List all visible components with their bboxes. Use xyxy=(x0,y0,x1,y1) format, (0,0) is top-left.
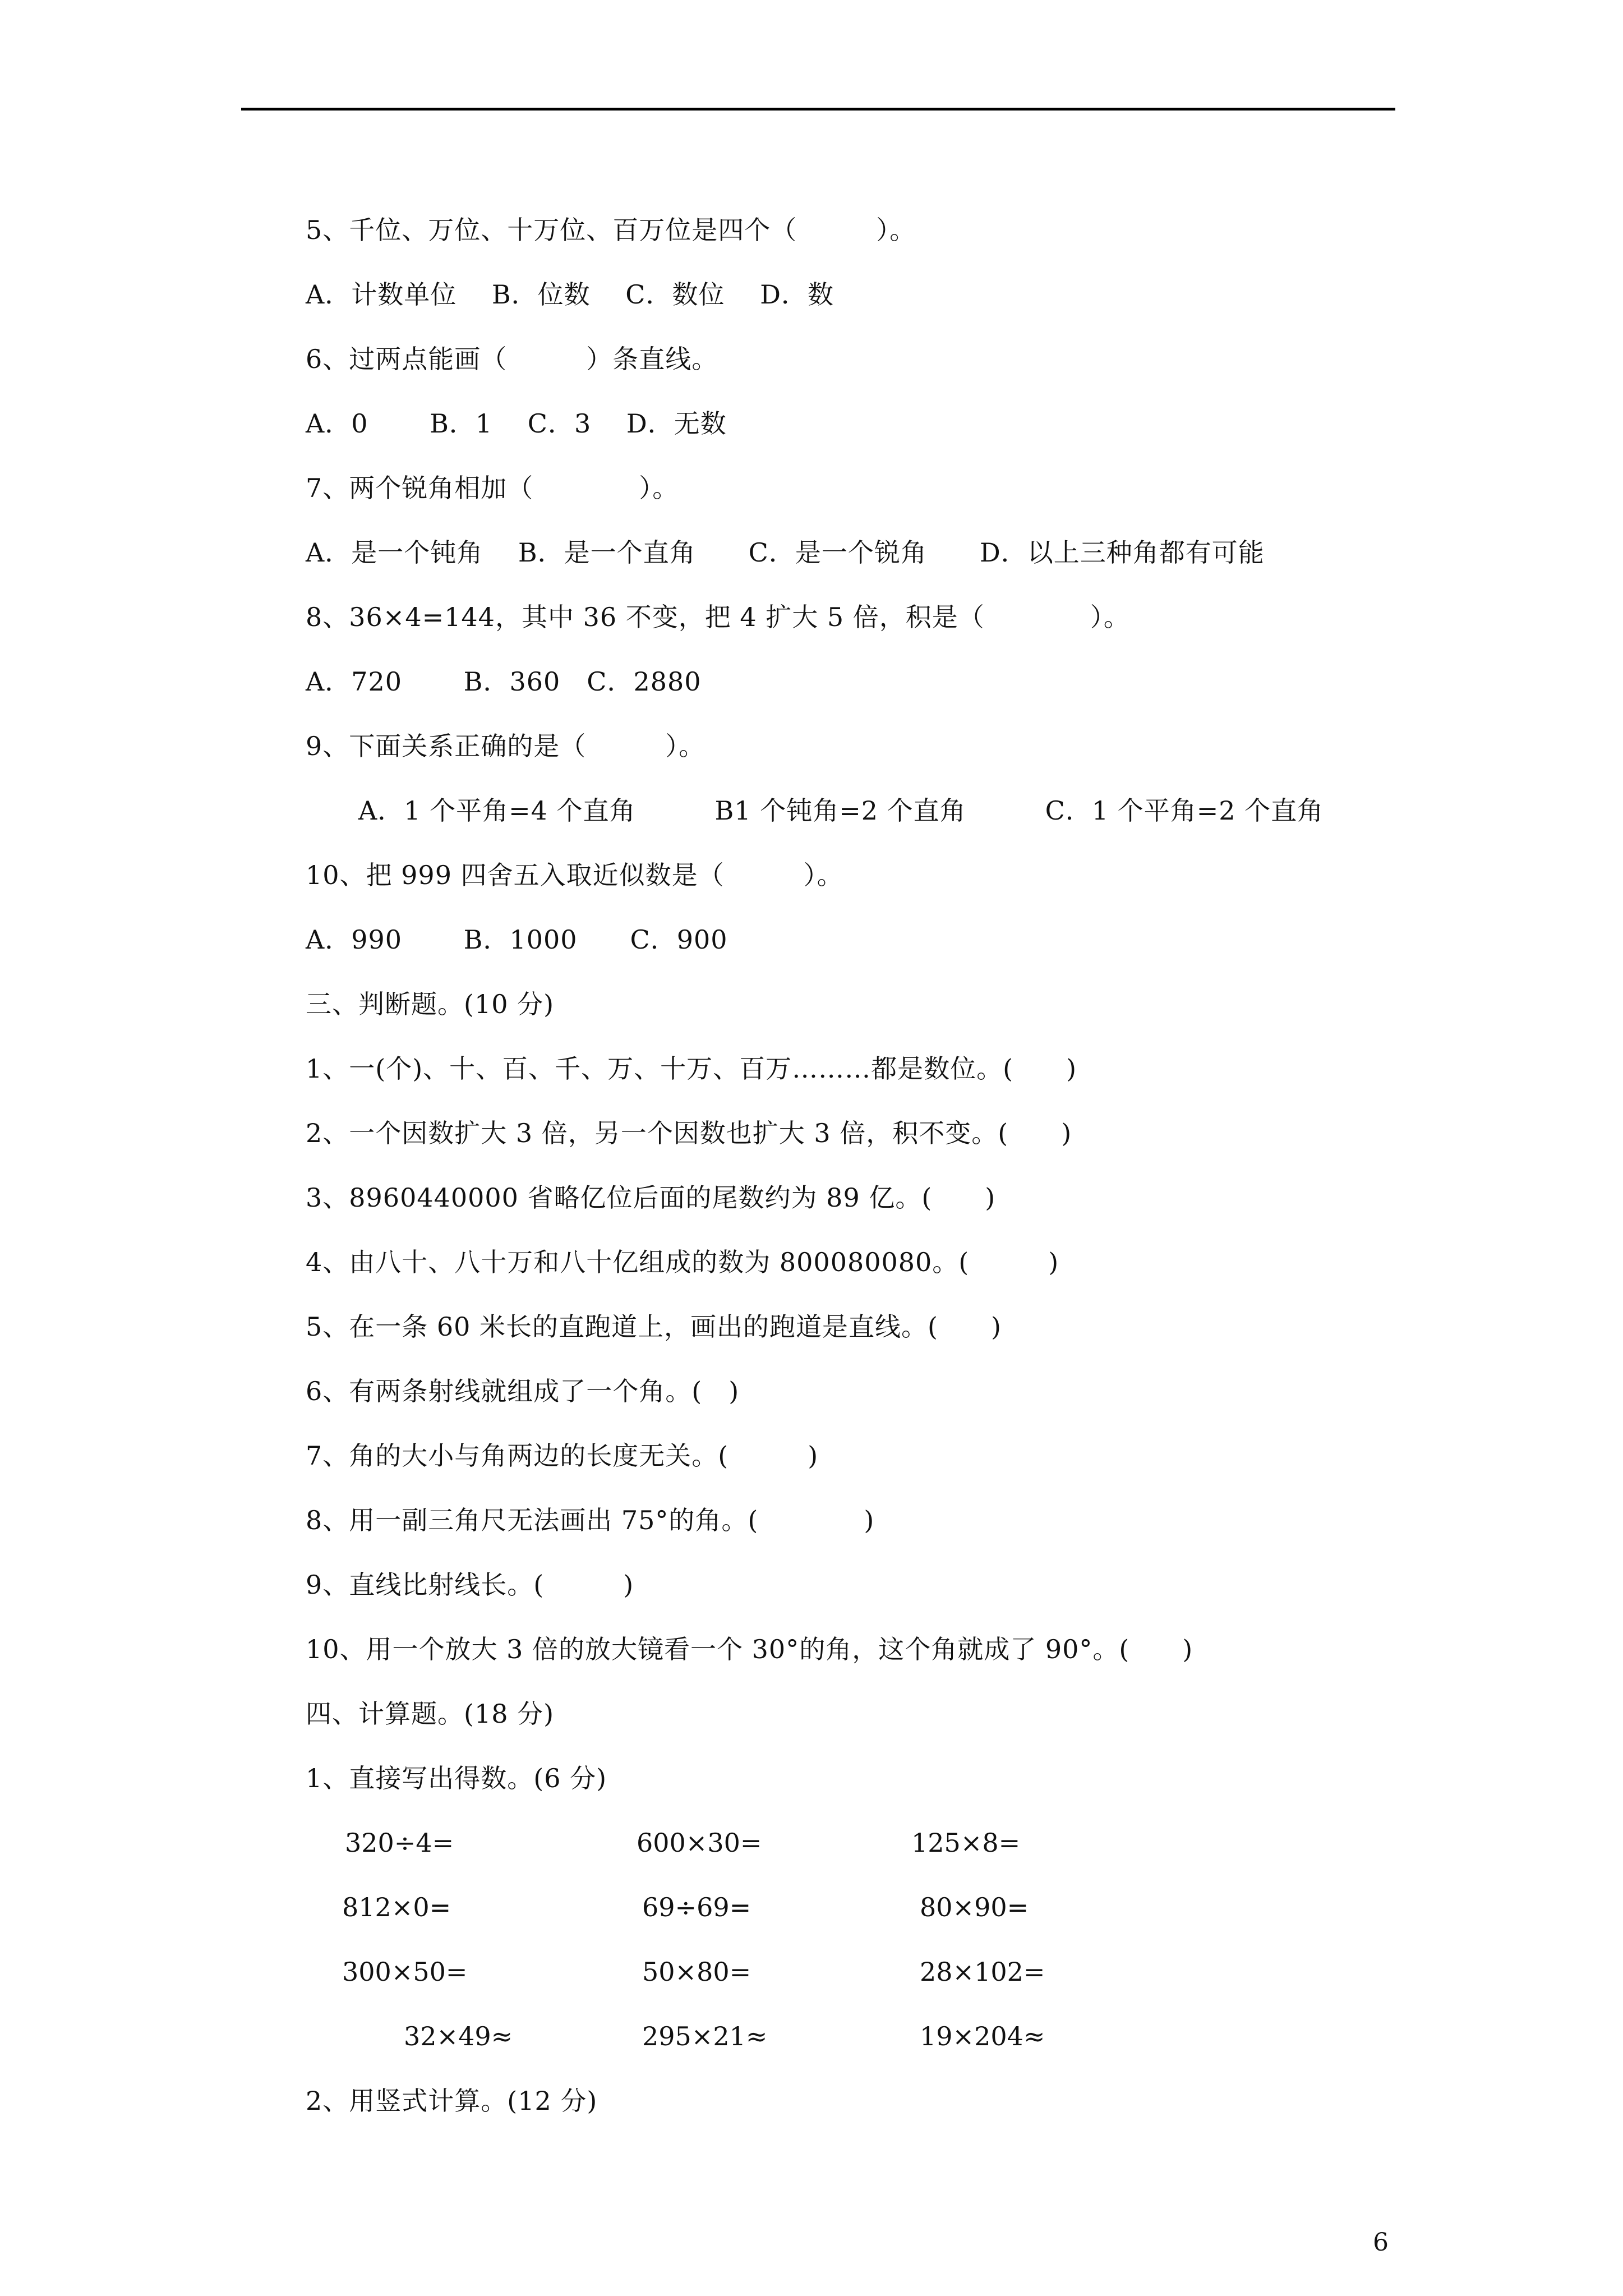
section-4-heading: 四、计算题。(18 分) xyxy=(306,1699,555,1729)
question-6-options: A．0 B．1 C．3 D．无数 xyxy=(306,408,727,439)
question-6: 6、过两点能画（ ）条直线。 xyxy=(306,344,718,374)
section-3-heading: 三、判断题。(10 分) xyxy=(306,989,555,1019)
calc-item: 300×50= xyxy=(342,1957,468,1987)
judge-7: 7、角的大小与角两边的长度无关。( ) xyxy=(306,1441,819,1471)
calc-item: 19×204≈ xyxy=(920,2021,1045,2051)
question-9-options: A．1 个平角=4 个直角 B1 个钝角=2 个直角 C．1 个平角=2 个直角 xyxy=(306,795,1324,826)
judge-3: 3、8960440000 省略亿位后面的尾数约为 89 亿。( ) xyxy=(306,1182,996,1213)
judge-5: 5、在一条 60 米长的直跑道上，画出的跑道是直线。( ) xyxy=(306,1312,1002,1342)
calc-item: 812×0= xyxy=(342,1892,451,1922)
header-rule xyxy=(241,108,1395,111)
judge-9: 9、直线比射线长。( ) xyxy=(306,1570,634,1600)
judge-2: 2、一个因数扩大 3 倍，另一个因数也扩大 3 倍，积不变。( ) xyxy=(306,1118,1072,1148)
judge-6: 6、有两条射线就组成了一个角。( ) xyxy=(306,1376,740,1406)
question-7: 7、两个锐角相加（ ）。 xyxy=(306,473,679,503)
calc-item: 295×21≈ xyxy=(642,2021,768,2051)
calc-1-heading: 1、直接写出得数。(6 分) xyxy=(306,1763,607,1793)
calc-item: 50×80= xyxy=(642,1957,751,1987)
calc-item: 32×49≈ xyxy=(404,2021,513,2051)
judge-4: 4、由八十、八十万和八十亿组成的数为 800080080。( ) xyxy=(306,1247,1059,1277)
question-9: 9、下面关系正确的是（ ）。 xyxy=(306,731,706,761)
judge-8: 8、用一副三角尺无法画出 75°的角。( ) xyxy=(306,1505,875,1535)
calc-2-heading: 2、用竖式计算。(12 分) xyxy=(306,2086,598,2116)
calc-item: 320÷4= xyxy=(345,1828,454,1858)
question-5-options: A．计数单位 B．位数 C．数位 D．数 xyxy=(306,279,834,310)
calc-item: 69÷69= xyxy=(642,1892,751,1922)
question-10: 10、把 999 四舍五入取近似数是（ ）。 xyxy=(306,860,843,890)
question-8: 8、36×4=144，其中 36 不变，把 4 扩大 5 倍，积是（ ）。 xyxy=(306,602,1130,632)
calc-item: 80×90= xyxy=(920,1892,1029,1922)
question-7-options: A．是一个钝角 B．是一个直角 C．是一个锐角 D．以上三种角都有可能 xyxy=(306,537,1265,568)
question-10-options: A．990 B．1000 C．900 xyxy=(306,924,728,955)
question-8-options: A．720 B．360 C．2880 xyxy=(306,666,702,697)
judge-1: 1、一(个)、十、百、千、万、十万、百万………都是数位。( ) xyxy=(306,1053,1077,1084)
calc-item: 28×102= xyxy=(920,1957,1045,1987)
page-number: 6 xyxy=(1373,2228,1389,2257)
calc-item: 600×30= xyxy=(637,1828,762,1858)
judge-10: 10、用一个放大 3 倍的放大镜看一个 30°的角，这个角就成了 90°。( ) xyxy=(306,1634,1193,1664)
question-5: 5、千位、万位、十万位、百万位是四个（ ）。 xyxy=(306,215,916,245)
calc-item: 125×8= xyxy=(911,1828,1021,1858)
